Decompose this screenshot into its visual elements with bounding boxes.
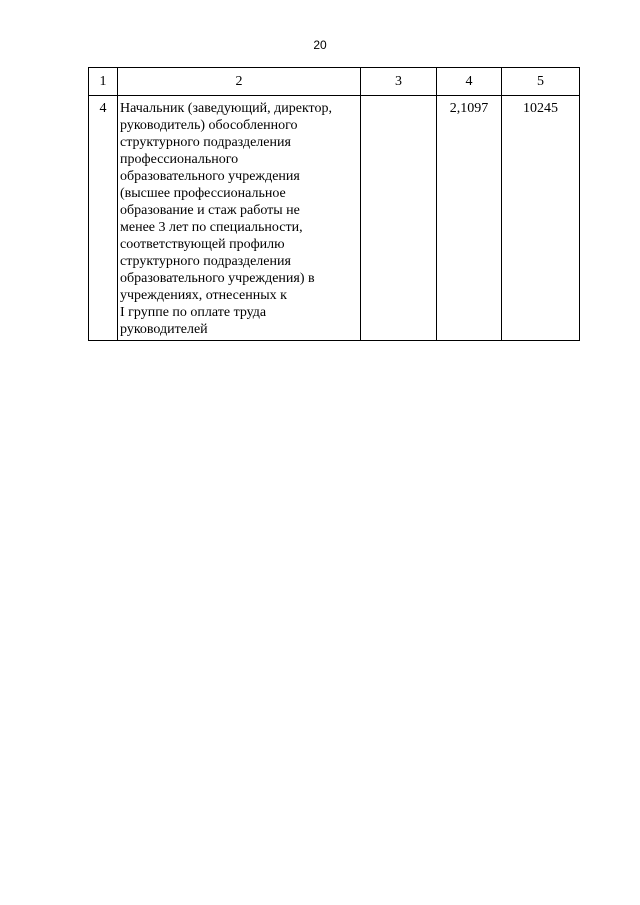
header-cell-4: 4 <box>437 68 502 96</box>
coefficient-cell: 2,1097 <box>437 96 502 341</box>
header-cell-3: 3 <box>361 68 437 96</box>
column-3-cell <box>361 96 437 341</box>
salary-cell: 10245 <box>502 96 580 341</box>
table-header-row <box>89 68 580 96</box>
salary-table <box>88 67 580 341</box>
row-number-cell: 4 <box>89 96 118 341</box>
position-description-cell: Начальник (заведующий, директор, руководитель) обособленного структурного подразделения профессионального образовательного учреждения (высшее профессиональное образование и стаж работы не менее 3 лет по специальности, соответствующей профилю структурного подразделения образовательного учреждения) в учреждениях, отнесенных к I группе по оплате труда руководителей <box>118 96 361 341</box>
page-number: 20 <box>313 38 327 52</box>
table-row <box>89 96 580 341</box>
header-cell-5: 5 <box>502 68 580 96</box>
header-cell-1: 1 <box>89 68 118 96</box>
header-cell-2: 2 <box>118 68 361 96</box>
